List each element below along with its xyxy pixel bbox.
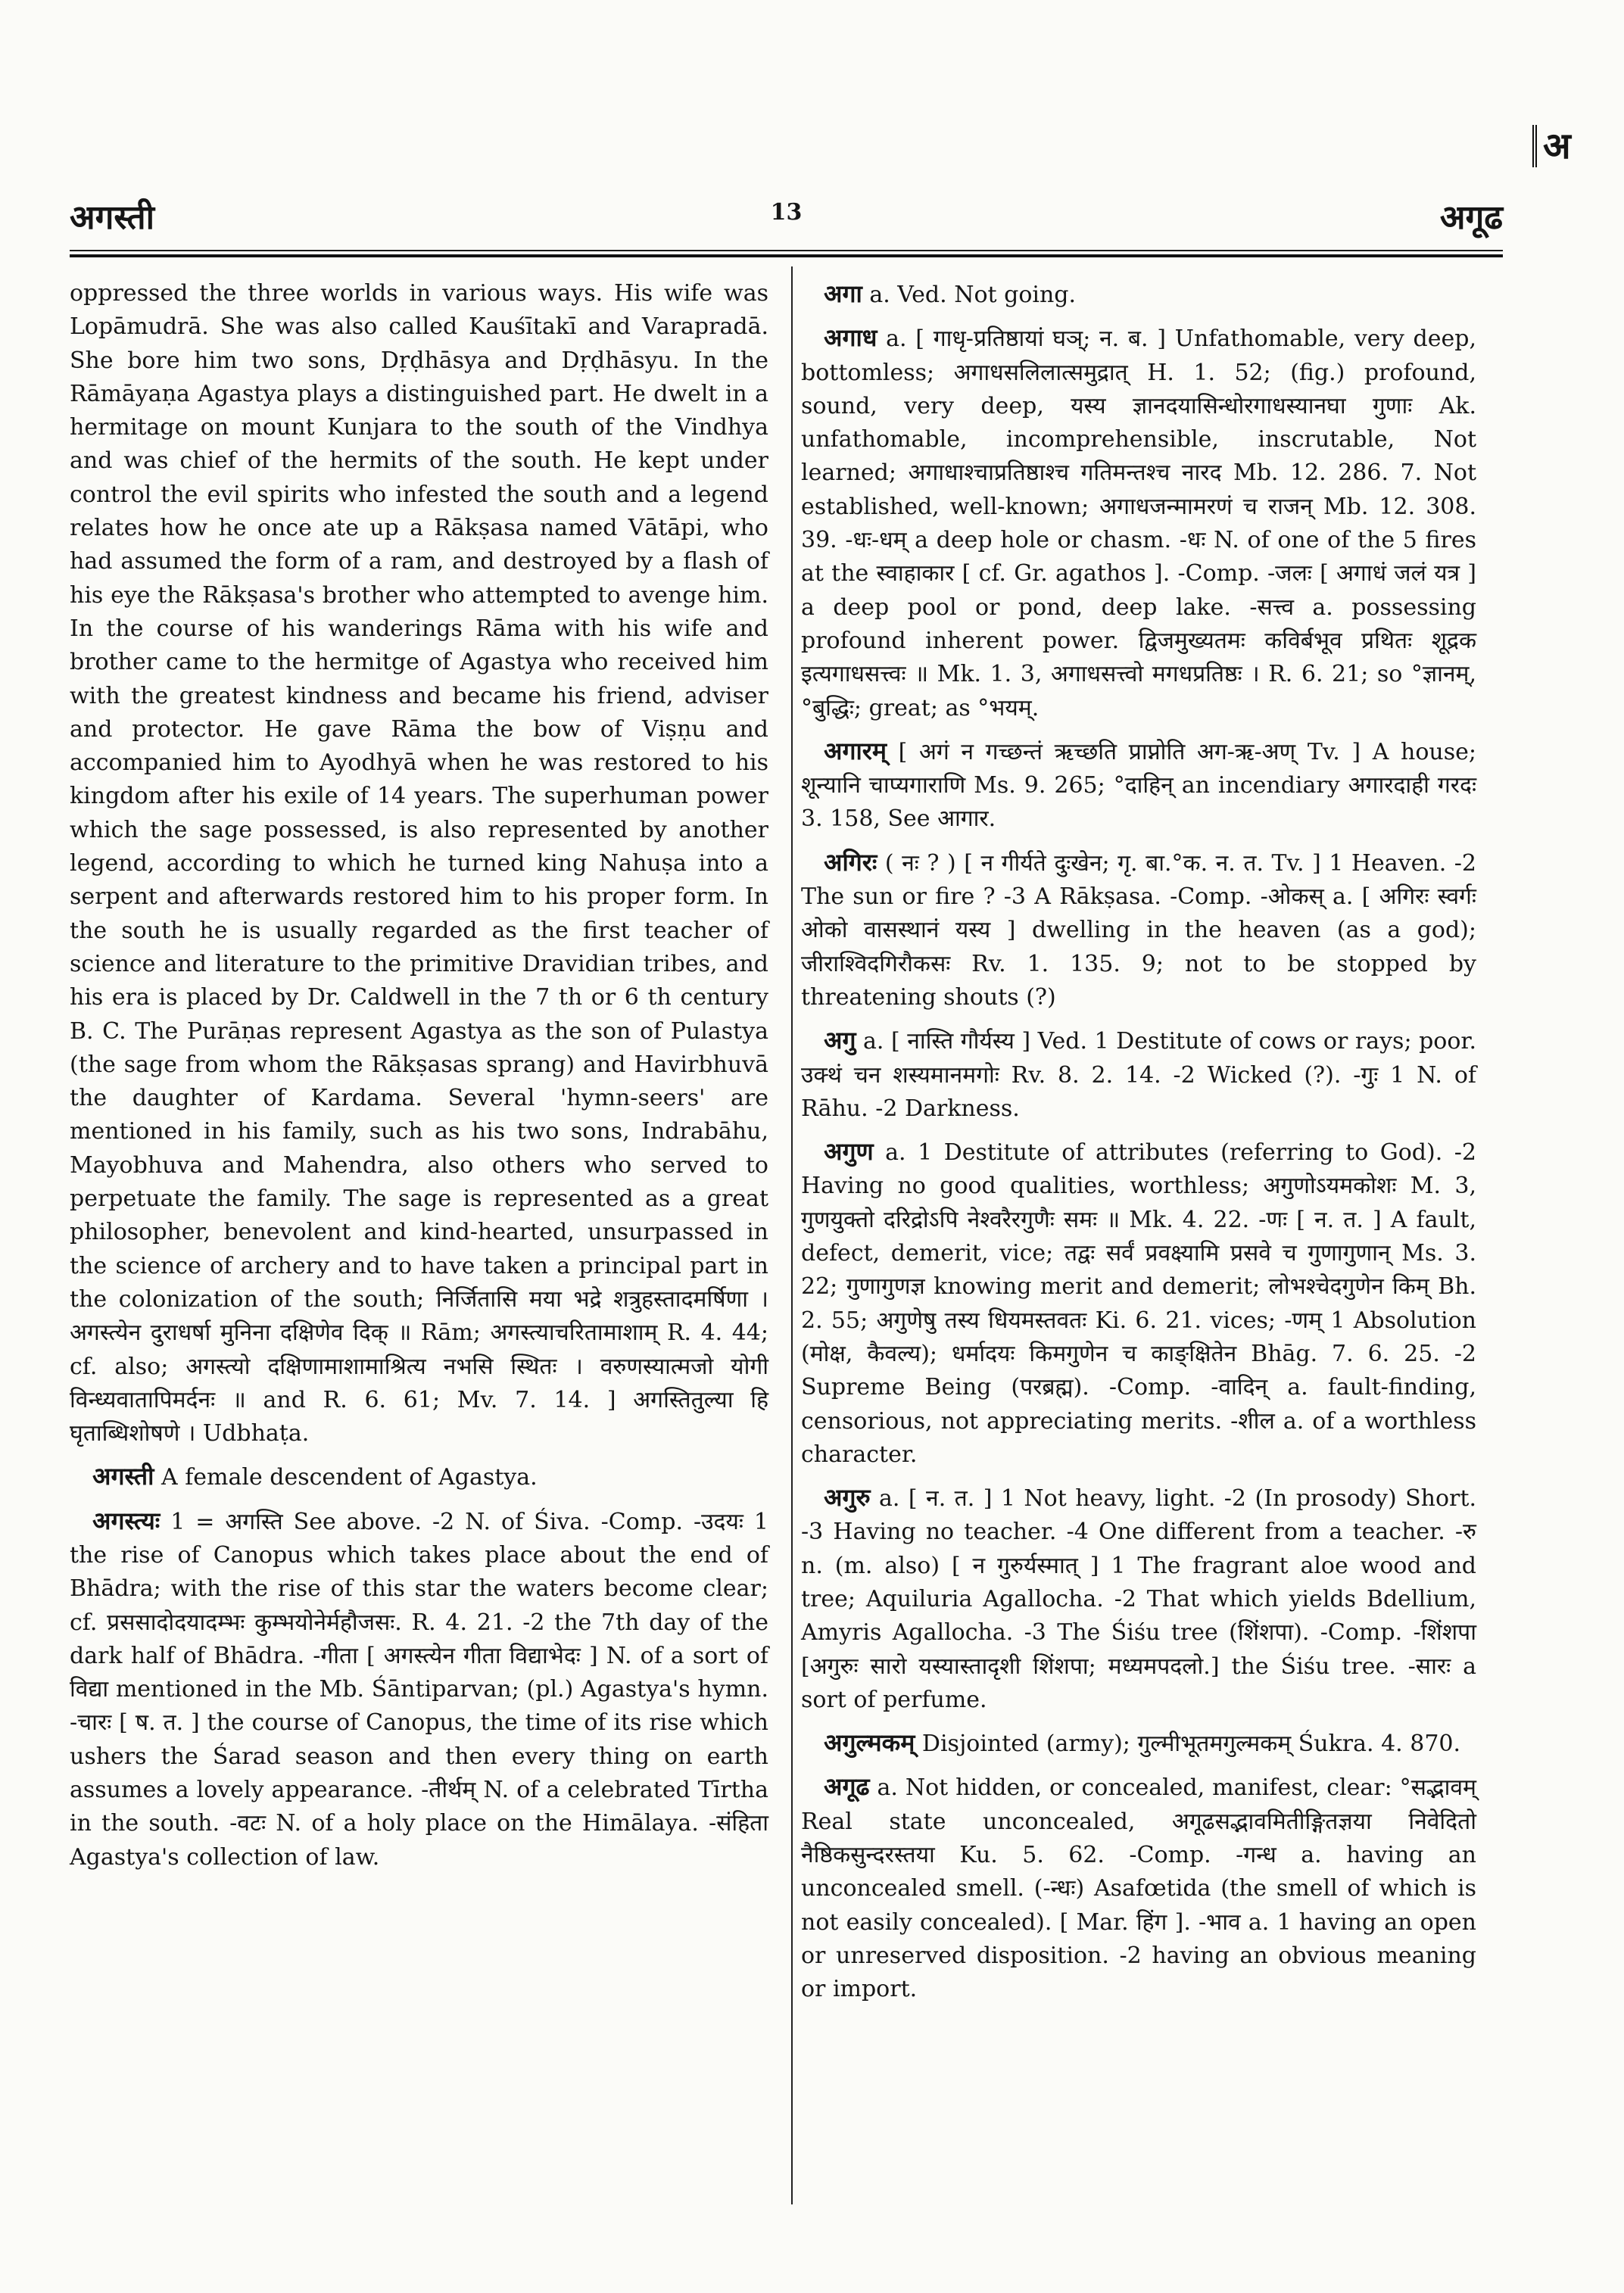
entry-text: A female descendent of Agastya. [161,1464,538,1491]
entry-text: a. [ गाधृ-प्रतिष्ठायां घञ्; न. ब. ] Unfathomable, very deep, bottomless; अगाधसलिलात्समुद्रात् H. 1. 52; (fig.) profound, sound, very deep, यस्य ज्ञानदयासिन्धोरगाधस्यानघा गुणाः Ak. unfathomable, incomprehensible, inscrutable, Not learned; अगाधाश्चाप्रतिष्ठाश्च गतिमन्तश्च नारद Mb. 12. 286. 7. Not established, well-known; अगाधजन्मामरणं च राजन् Mb. 12. 308. 39. -धः-धम् a deep hole or chasm. -धः N. of one of the 5 fires at the स्वाहाकार [ cf. Gr. agathos ]. -Comp. -जलः [ अगाधं जलं यत्र ] a deep pool or pond, deep lake. -सत्त्व a. possessing profound inherent power. द्विजमुख्यतमः कविर्बभूव प्रथितः शूद्रक इत्यगाधसत्त्वः ॥ Mk. 1. 3, अगाधसत्त्वो मगधप्रतिष्ठः । R. 6. 21; so °ज्ञानम्, °बुद्धिः; great; as °भयम्. [801,326,1476,721]
entry-text: a. Not hidden, or concealed, manifest, clear: °सद्भावम् Real state unconcealed, अगूढसद्भावमितीङ्गितज्ञया निवेदितो नैष्ठिकसुन्दरस्तया Ku. 5. 62. -Comp. -गन्ध a. having an unconcealed smell. (-न्धः) Asafœtida (the smell of which is not easily concealed). [ Mar. हिंग ]. -भाव a. 1 having an open or unreserved disposition. -2 having an obvious meaning or import. [801,1774,1476,2003]
page-number: 13 [770,199,803,226]
dictionary-entry [801,734,1476,837]
entry-text: [ अगं न गच्छन्तं ऋच्छति प्राप्नोति अग-ऋ-अण् Tv. ] A house; शून्यानि चाप्यगाराणि Ms. 9. 265; °दाहिन् an incendiary अगारदाही गरदः 3. 158, See आगार. [801,738,1477,833]
headword: अगस्ती [92,1462,154,1491]
headword: अगुल्मकम् [824,1728,915,1758]
running-header [70,193,1503,246]
entry-text: a. 1 Destitute of attributes (referring to God). -2 Having no good qualities, worthless; अगुणोऽयमकोशः M. 3, गुणयुक्तो दरिद्रोऽपि नेश्वरैरगुणैः समः ॥ Mk. 4. 22. -णः [ न. त. ] A fault, defect, demerit, vice; तद्वः सर्वं प्रवक्ष्यामि प्रसवे च गुणागुणान् Ms. 3. 22; गुणागुणज्ञ knowing merit and demerit; लोभश्चेदगुणेन किम् Bh. 2. 55; अगुणेषु तस्य धियमस्तवतः Ki. 6. 21. vices; -णम् 1 Absolution (मोक्ष, कैवल्य); धर्मादयः किमगुणेन च काङ्क्षितेन Bhāg. 7. 6. 25. -2 Supreme Being (परब्रह्म). -Comp. -वादिन् a. fault-finding, censorious, not appreciating merits. -शील a. of a worthless character. [801,1139,1476,1468]
dictionary-entry [801,1726,1476,1761]
dictionary-entry [801,277,1476,312]
dictionary-entry [70,1460,768,1494]
dictionary-entry [70,277,768,1450]
dictionary-entry [801,1770,1476,2006]
headword: अगूढ [824,1772,870,1802]
entry-text: oppressed the three worlds in various ways. His wife was Lopāmudrā. She was also called Kauśītakī and Varapradā. She bore him two sons, Dṛḍhāsya and Dṛḍhāsyu. In the Rāmāyaṇa Agastya plays a distinguished part. He dwelt in a hermitage on mount Kunjara to the south of the Vindhya and was chief of the hermits of the south. He kept under control the evil spirits who infested the south and a legend relates how he once ate up a Rākṣasa named Vātāpi, who had assumed the form of a ram, and destroyed by a flash of his eye the Rākṣasa's brother who attempted to avenge him. In the course of his wanderings Rāma with his wife and brother came to the hermitge of Agastya who received him with the greatest kindness and became his friend, adviser and protector. He gave Rāma the bow of Viṣṇu and accompanied him to Ayodhyā when he was restored to his kingdom after his exile of 14 years. The superhuman power which the sage possessed, is also represented by another legend, according to which he turned king Nahuṣa into a serpent and afterwards restored him to his proper form. In the south he is usually regarded as the first teacher of science and literature to the primitive Dravidian tribes, and his era is placed by Dr. Caldwell in the 7 th or 6 th century B. C. The Purāṇas represent Agastya as the son of Pulastya (the sage from whom the Rākṣasas sprang) and Havirbhuvā the daughter of Kardama. Several 'hymn-seers' are mentioned in his family, such as his two sons, Indrabāhu, Mayobhuva and Mahendra, also others who served to perpetuate the family. The sage is represented as a great philosopher, benevolent and kind-hearted, unsurpassed in the science of archery and to have taken a principal part in the colonization of the south; निर्जितासि मया भद्रे शत्रुहस्तादमर्षिणा । अगस्त्येन दुराधर्षा मुनिना दक्षिणेव दिक् ॥ Rām; अगस्त्याचरितामाशाम् R. 4. 44; cf. also; अगस्त्यो दक्षिणामाशामाश्रित्य नभसि स्थितः । वरुणस्यात्मजो योगी विन्ध्यवातापिमर्दनः ॥ and R. 6. 61; Mv. 7. 14. ] अगस्तितुल्या हि घृताब्धिशोषणे । Udbhaṭa. [70,280,768,1447]
dictionary-entry [801,1023,1476,1126]
right-column [801,277,1476,2016]
dictionary-entry [801,1481,1476,1717]
entry-text: a. Ved. Not going. [869,282,1077,308]
guide-word-left: अगस्ती [70,198,154,237]
dictionary-entry [801,1135,1476,1472]
header-rule-thin [70,250,1503,251]
header-rule-thick [70,254,1503,257]
thumb-index-tab: अ [1532,125,1590,167]
entry-text: ( नः ? ) [ न गीर्यते दुःखेन; गृ. बा.°क. न. त. Tv. ] 1 Heaven. -2 The sun or fire ? -3 A Rākṣasa. -Comp. -ओकस् a. [ अगिरः स्वर्गः ओको वासस्थानं यस्य ] dwelling in the heaven (as a god); जीराश्विदगिरौकसः Rv. 1. 135. 9; not to be stopped by threatening shouts (?) [801,849,1476,1011]
headword: अगारम् [824,736,887,765]
guide-word-right: अगूढ [1439,198,1503,237]
headword: अगा [824,279,862,308]
dictionary-entry [801,846,1476,1014]
headword: अगस्त्यः [92,1506,161,1535]
headword: अगिरः [824,847,877,877]
entry-text: a. [ न. त. ] 1 Not heavy, light. -2 (In prosody) Short. -3 Having no teacher. -4 One different from a teacher. -रु n. (m. also) [ न गुरुर्यस्मात् ] 1 The fragrant aloe wood and tree; Aquiluria Agallocha. -2 That which yields Bdellium, Amyris Agallocha. -3 The Śiśu tree (शिंशपा). -Comp. -शिंशपा [अगुरुः सारो यस्यास्तादृशी शिंशपा; मध्यमपदलो.] the Śiśu tree. -सारः a sort of perfume. [801,1485,1476,1713]
headword: अगुण [824,1137,874,1167]
headword: अगु [824,1026,856,1055]
headword: अगुरु [824,1483,871,1513]
dictionary-entry [801,321,1476,725]
headword: अगाध [824,323,877,353]
dictionary-entry [70,1504,768,1874]
entry-text: a. [ नास्ति गौर्यस्य ] Ved. 1 Destitute of cows or rays; poor. उक्थं चन शस्यमानमगोः Rv. 8. 2. 14. -2 Wicked (?). -गुः 1 N. of Rāhu. -2 Darkness. [801,1028,1476,1122]
column-divider [791,266,793,2204]
left-column [70,277,768,1883]
entry-text: 1 = अगस्ति See above. -2 N. of Śiva. -Comp. -उदयः 1 the rise of Canopus which takes place about the end of Bhādra; with the rise of this star the waters become clear; cf. प्रससादोदयादम्भः कुम्भयोनेर्महौजसः. R. 4. 21. -2 the 7th day of the dark half of Bhādra. -गीता [ अगस्त्येन गीता विद्याभेदः ] N. of a sort of विद्या mentioned in the Mb. Śāntiparvan; (pl.) Agastya's hymn. -चारः [ ष. त. ] the course of Canopus, the time of its rise which ushers the Śarad season and then every thing on earth assumes a lovely appearance. -तीर्थम् N. of a celebrated Tīrtha in the south. -वटः N. of a holy place on the Himālaya. -संहिता Agastya's collection of law. [70,1508,768,1871]
entry-text: Disjointed (army); गुल्मीभूतमगुल्मकम् Śukra. 4. 870. [921,1731,1461,1758]
